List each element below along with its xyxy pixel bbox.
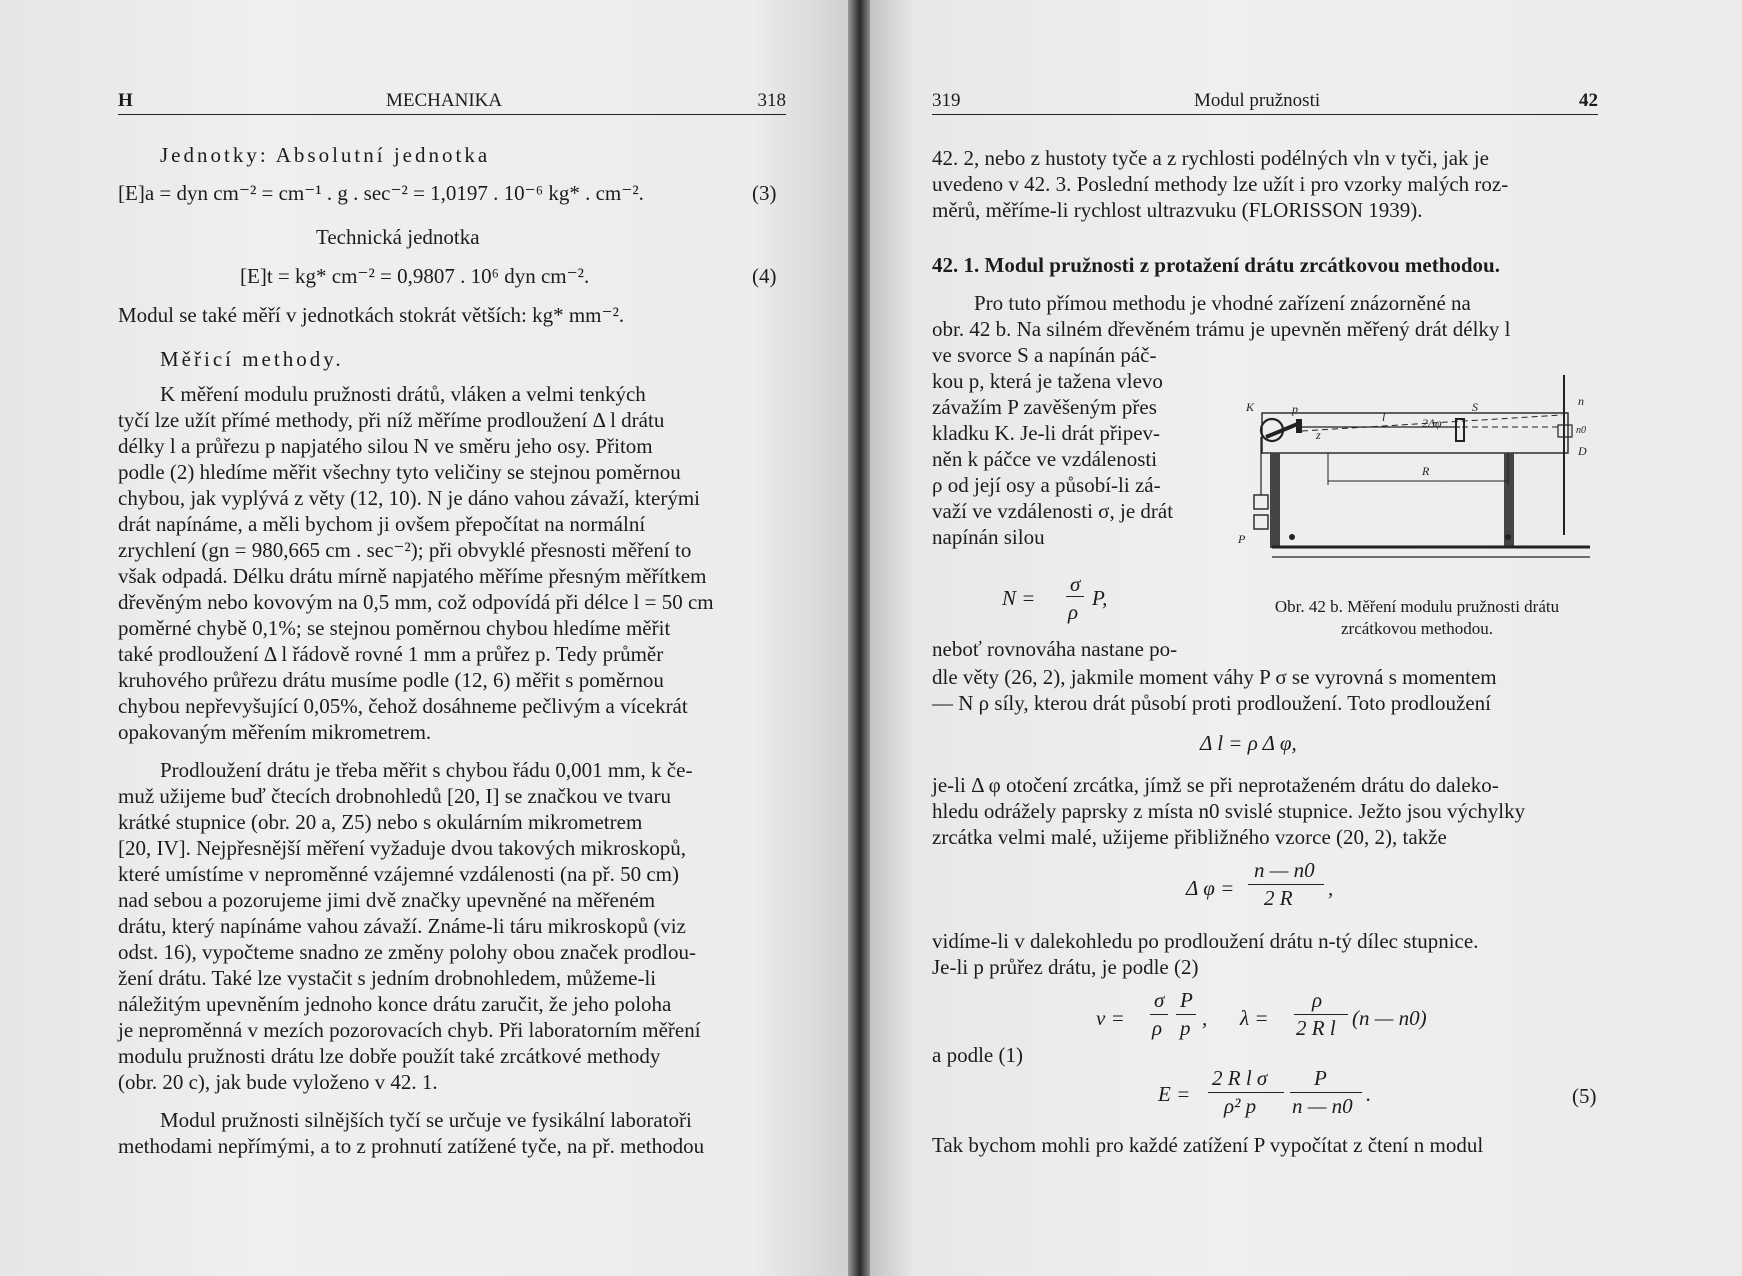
body-line: měrů, měříme-li rychlost ultrazvuku (FLORISSON 1939). (932, 198, 1423, 222)
figure-caption-line: zrcátkovou methodou. (1340, 619, 1493, 638)
section-title: Modul pružnosti (1194, 90, 1321, 111)
label-l: l (1382, 410, 1386, 424)
body-line: Tak bychom mohli pro každé zatížení P vypočítat z čtení n modul (932, 1133, 1484, 1157)
eq-lambda-tail: (n — n0) (1352, 1006, 1427, 1030)
body-line: obr. 42 b. Na silném dřevěném trámu je upevněn měřený drát délky l (932, 317, 1511, 341)
label-2dphi: 2Δφ (1422, 416, 1442, 430)
eq-nu-den1: ρ (1152, 1016, 1163, 1040)
body-line: dřevěným nebo kovovým na 0,5 mm, což odpovídá při délce l = 50 cm (118, 590, 714, 614)
technical-unit-heading: Technická jednotka (316, 225, 480, 249)
body-line: zrychlení (gn = 980,665 cm . sec⁻²); při obvyklé přesnosti měření to (118, 538, 692, 562)
body-line: drátu, který napínáme vahou závaží. Známe-li táru mikroskopů (viz (118, 914, 686, 938)
eq-e-den2: n — n0 (1292, 1094, 1353, 1118)
body-line: [20, IV]. Nejpřesnější měření vyžaduje dvou takových mikroskopů, (118, 836, 687, 860)
equation-technical-unit: [E]t = kg* cm⁻² = 0,9807 . 10⁶ dyn cm⁻². (240, 264, 590, 288)
body-line: modulu pružnosti drátu lze dobře použít také zrcátkové methody (118, 1044, 661, 1068)
page-number: 318 (757, 90, 786, 111)
body-line: chybou, jak vyplývá z věty (12, 10). N je dáno vahou závaží, kterými (118, 486, 700, 510)
eq-force-num: σ (1070, 572, 1081, 596)
eq-force-rhs: P, (1092, 586, 1108, 610)
page-number: 319 (932, 90, 961, 111)
label-k: K (1246, 400, 1255, 414)
label-r: R (1422, 464, 1430, 478)
body-line: tyčí lze užít přímé methody, při níž měříme prodloužení Δ l drátu (118, 408, 665, 432)
figure-42b-apparatus (1232, 375, 1598, 585)
label-n: n (1578, 394, 1584, 408)
body-line: vidíme-li v dalekohledu po prodloužení drátu n-tý dílec stupnice. (932, 929, 1479, 953)
equation-absolute-unit: [E]a = dyn cm⁻² = cm⁻¹ . g . sec⁻² = 1,0197 . 10⁻⁶ kg* . cm⁻². (118, 181, 644, 205)
eq-dphi-num: n — n0 (1254, 858, 1315, 882)
equation-number: (4) (752, 264, 777, 288)
figure-caption (1222, 596, 1612, 640)
clamp-s (1456, 419, 1464, 441)
body-line: nad sebou a pozorujeme jimi dvě značky upevněné na měřeném (118, 888, 656, 912)
body-line: opakovaným měřením mikrometrem. (118, 720, 432, 744)
label-weight-p: P (1238, 532, 1246, 546)
eq-lambda-num: ρ (1312, 988, 1323, 1012)
wooden-beam (1262, 413, 1568, 453)
body-line: — N ρ síly, kterou drát působí proti prodloužení. Toto prodloužení (932, 691, 1492, 715)
eq-e-lhs: E = (1158, 1082, 1191, 1106)
left-running-head (118, 88, 786, 115)
body-line: neboť rovnováha nastane po- (932, 637, 1178, 661)
eq-lambda-lhs: λ = (1240, 1006, 1269, 1030)
body-line: je-li Δ φ otočení zrcátka, jímž se při neprotaženém drátu do daleko- (932, 773, 1499, 797)
eq-e-num1: 2 R l σ (1212, 1066, 1268, 1090)
body-line: které umístíme v neproměnné vzájemné vzdálenosti (na př. 50 cm) (118, 862, 679, 886)
body-line: také prodloužení Δ l řádově rovné 1 mm a průřez p. Tedy průměr (118, 642, 664, 666)
section-number: 42 (1579, 90, 1598, 111)
body-line: Prodloužení drátu je třeba měřit s chybou řádu 0,001 mm, k če- (160, 758, 693, 782)
body-line: délky l a průřezu p napjatého silou N ve směru jeho osy. Přitom (118, 434, 653, 458)
body-line: Pro tuto přímou methodu je vhodné zařízení znázorněné na (974, 291, 1471, 315)
mirror (1296, 419, 1302, 433)
label-z: z (1316, 428, 1321, 442)
body-line: něn k páčce ve vzdálenosti (932, 447, 1158, 471)
beam-leg-left (1270, 453, 1280, 548)
fraction-bar (1066, 596, 1084, 597)
methods-heading: Měřicí methody. (160, 347, 344, 371)
eq-nu-num2: P (1180, 988, 1193, 1012)
body-line: kruhového průřezu drátu musíme podle (12, 6) měřit s poměrnou (118, 668, 664, 692)
units-heading: Jednotky: Absolutní jednotka (160, 143, 491, 167)
eq-nu-den2: p (1180, 1016, 1191, 1040)
eq-e-num2: P (1314, 1066, 1327, 1090)
label-s: S (1472, 400, 1478, 414)
eq-nu-sep: , (1202, 1006, 1208, 1030)
section-letter: H (118, 90, 133, 111)
body-line: ρ od její osy a působí-li zá- (932, 473, 1161, 497)
eq-e-den1: ρ² p (1224, 1094, 1257, 1118)
eq-delta-l: Δ l = ρ Δ φ, (1200, 731, 1297, 755)
body-line: K měření modulu pružnosti drátů, vláken a velmi tenkých (160, 382, 646, 406)
body-line: ve svorce S a napínán páč- (932, 343, 1157, 367)
equation-number: (5) (1572, 1084, 1597, 1108)
body-line: dle věty (26, 2), jakmile moment váhy P σ se vyrovná s momentem (932, 665, 1497, 689)
weight-upper (1254, 495, 1268, 509)
body-line: napínán silou (932, 525, 1045, 549)
eq-dphi-tail: , (1328, 876, 1334, 900)
right-running-head (932, 88, 1598, 115)
body-line: važí ve vzdálenosti σ, je drát (932, 499, 1174, 523)
eq-force-lhs: N = (1002, 586, 1036, 610)
weight-lower (1254, 515, 1268, 529)
eq-force-den: ρ (1068, 600, 1079, 624)
body-line: závažím P zavěšeným přes (932, 395, 1157, 419)
body-line: kou p, která je tažena vlevo (932, 369, 1163, 393)
eq-lambda-den: 2 R l (1296, 1016, 1336, 1040)
body-line: podle (2) hledíme měřit všechny tyto veličiny se stejnou poměrnou (118, 460, 681, 484)
body-line: muž užijeme buď čtecích drobnohledů [20, I] se značkou ve tvaru (118, 784, 671, 808)
body-line: náležitým upevněním jednoho konce drátu zaručit, že jeho poloha (118, 992, 672, 1016)
body-line: drát napínáme, a měli bychom ji ovšem přepočítat na normální (118, 512, 646, 536)
body-line: chybou nepřevyšující 0,05%, čehož dosáhneme pečlivým a vícekrát (118, 694, 688, 718)
equation-number: (3) (752, 181, 777, 205)
body-line: Modul pružnosti silnějších tyčí se určuje ve fysikální laboratoři (160, 1108, 692, 1132)
body-line: kladku K. Je-li drát připev- (932, 421, 1161, 445)
body-line: 42. 2, nebo z hustoty tyče a z rychlosti podélných vln v tyči, jak je (932, 146, 1489, 170)
label-p: p (1292, 402, 1298, 416)
body-line: krátké stupnice (obr. 20 a, Z5) nebo s okulárním mikrometrem (118, 810, 643, 834)
body-line: je neproměnná v mezích pozorovacích chyb. Při laboratorním měření (118, 1018, 701, 1042)
eq-nu-num1: σ (1154, 988, 1165, 1012)
body-line: poměrné chybě 0,1%; se stejnou poměrnou chybou hledíme měřit (118, 616, 671, 640)
eq-nu-lhs: ν = (1096, 1006, 1125, 1030)
eq-dphi-lhs: Δ φ = (1186, 876, 1235, 900)
body-line: methodami nepřímými, a to z prohnutí zatížené tyče, na př. methodou (118, 1134, 705, 1158)
body-line: (obr. 20 c), jak bude vyloženo v 42. 1. (118, 1070, 438, 1094)
eq-dphi-den: 2 R (1264, 886, 1293, 910)
figure-caption-line: Obr. 42 b. Měření modulu pružnosti drátu (1274, 597, 1560, 616)
body-line: odst. 16), vypočteme snadno ze změny polohy obou značek prodlou- (118, 940, 696, 964)
body-line: hledu odrážely paprsky z místa n0 svislé stupnice. Ježto jsou výchylky (932, 799, 1526, 823)
chapter-title: MECHANIKA (386, 90, 503, 111)
book-spine (848, 0, 870, 1276)
beam-leg-right (1504, 453, 1514, 548)
label-d: D (1578, 444, 1587, 458)
body-line: však odpadá. Délku drátu mírně napjatého měříme přesným měřítkem (118, 564, 707, 588)
body-line: uvedeno v 42. 3. Poslední methody lze užít i pro vzorky malých roz- (932, 172, 1509, 196)
body-line: žení drátu. Také lze vystačit s jedním drobnohledem, můžeme-li (118, 966, 657, 990)
subsection-heading: 42. 1. Modul pružnosti z protažení drátu zrcátkovou methodou. (932, 253, 1500, 277)
label-n0: n0 (1576, 425, 1586, 436)
body-line: zrcátka velmi malé, užijeme přibližného vzorce (20, 2), takže (932, 825, 1447, 849)
body-line: a podle (1) (932, 1043, 1023, 1067)
body-line: Je-li p průřez drátu, je podle (2) (932, 955, 1199, 979)
body-line: Modul se také měří v jednotkách stokrát větších: kg* mm⁻². (118, 303, 625, 327)
eq-e-tail: . (1366, 1082, 1372, 1106)
